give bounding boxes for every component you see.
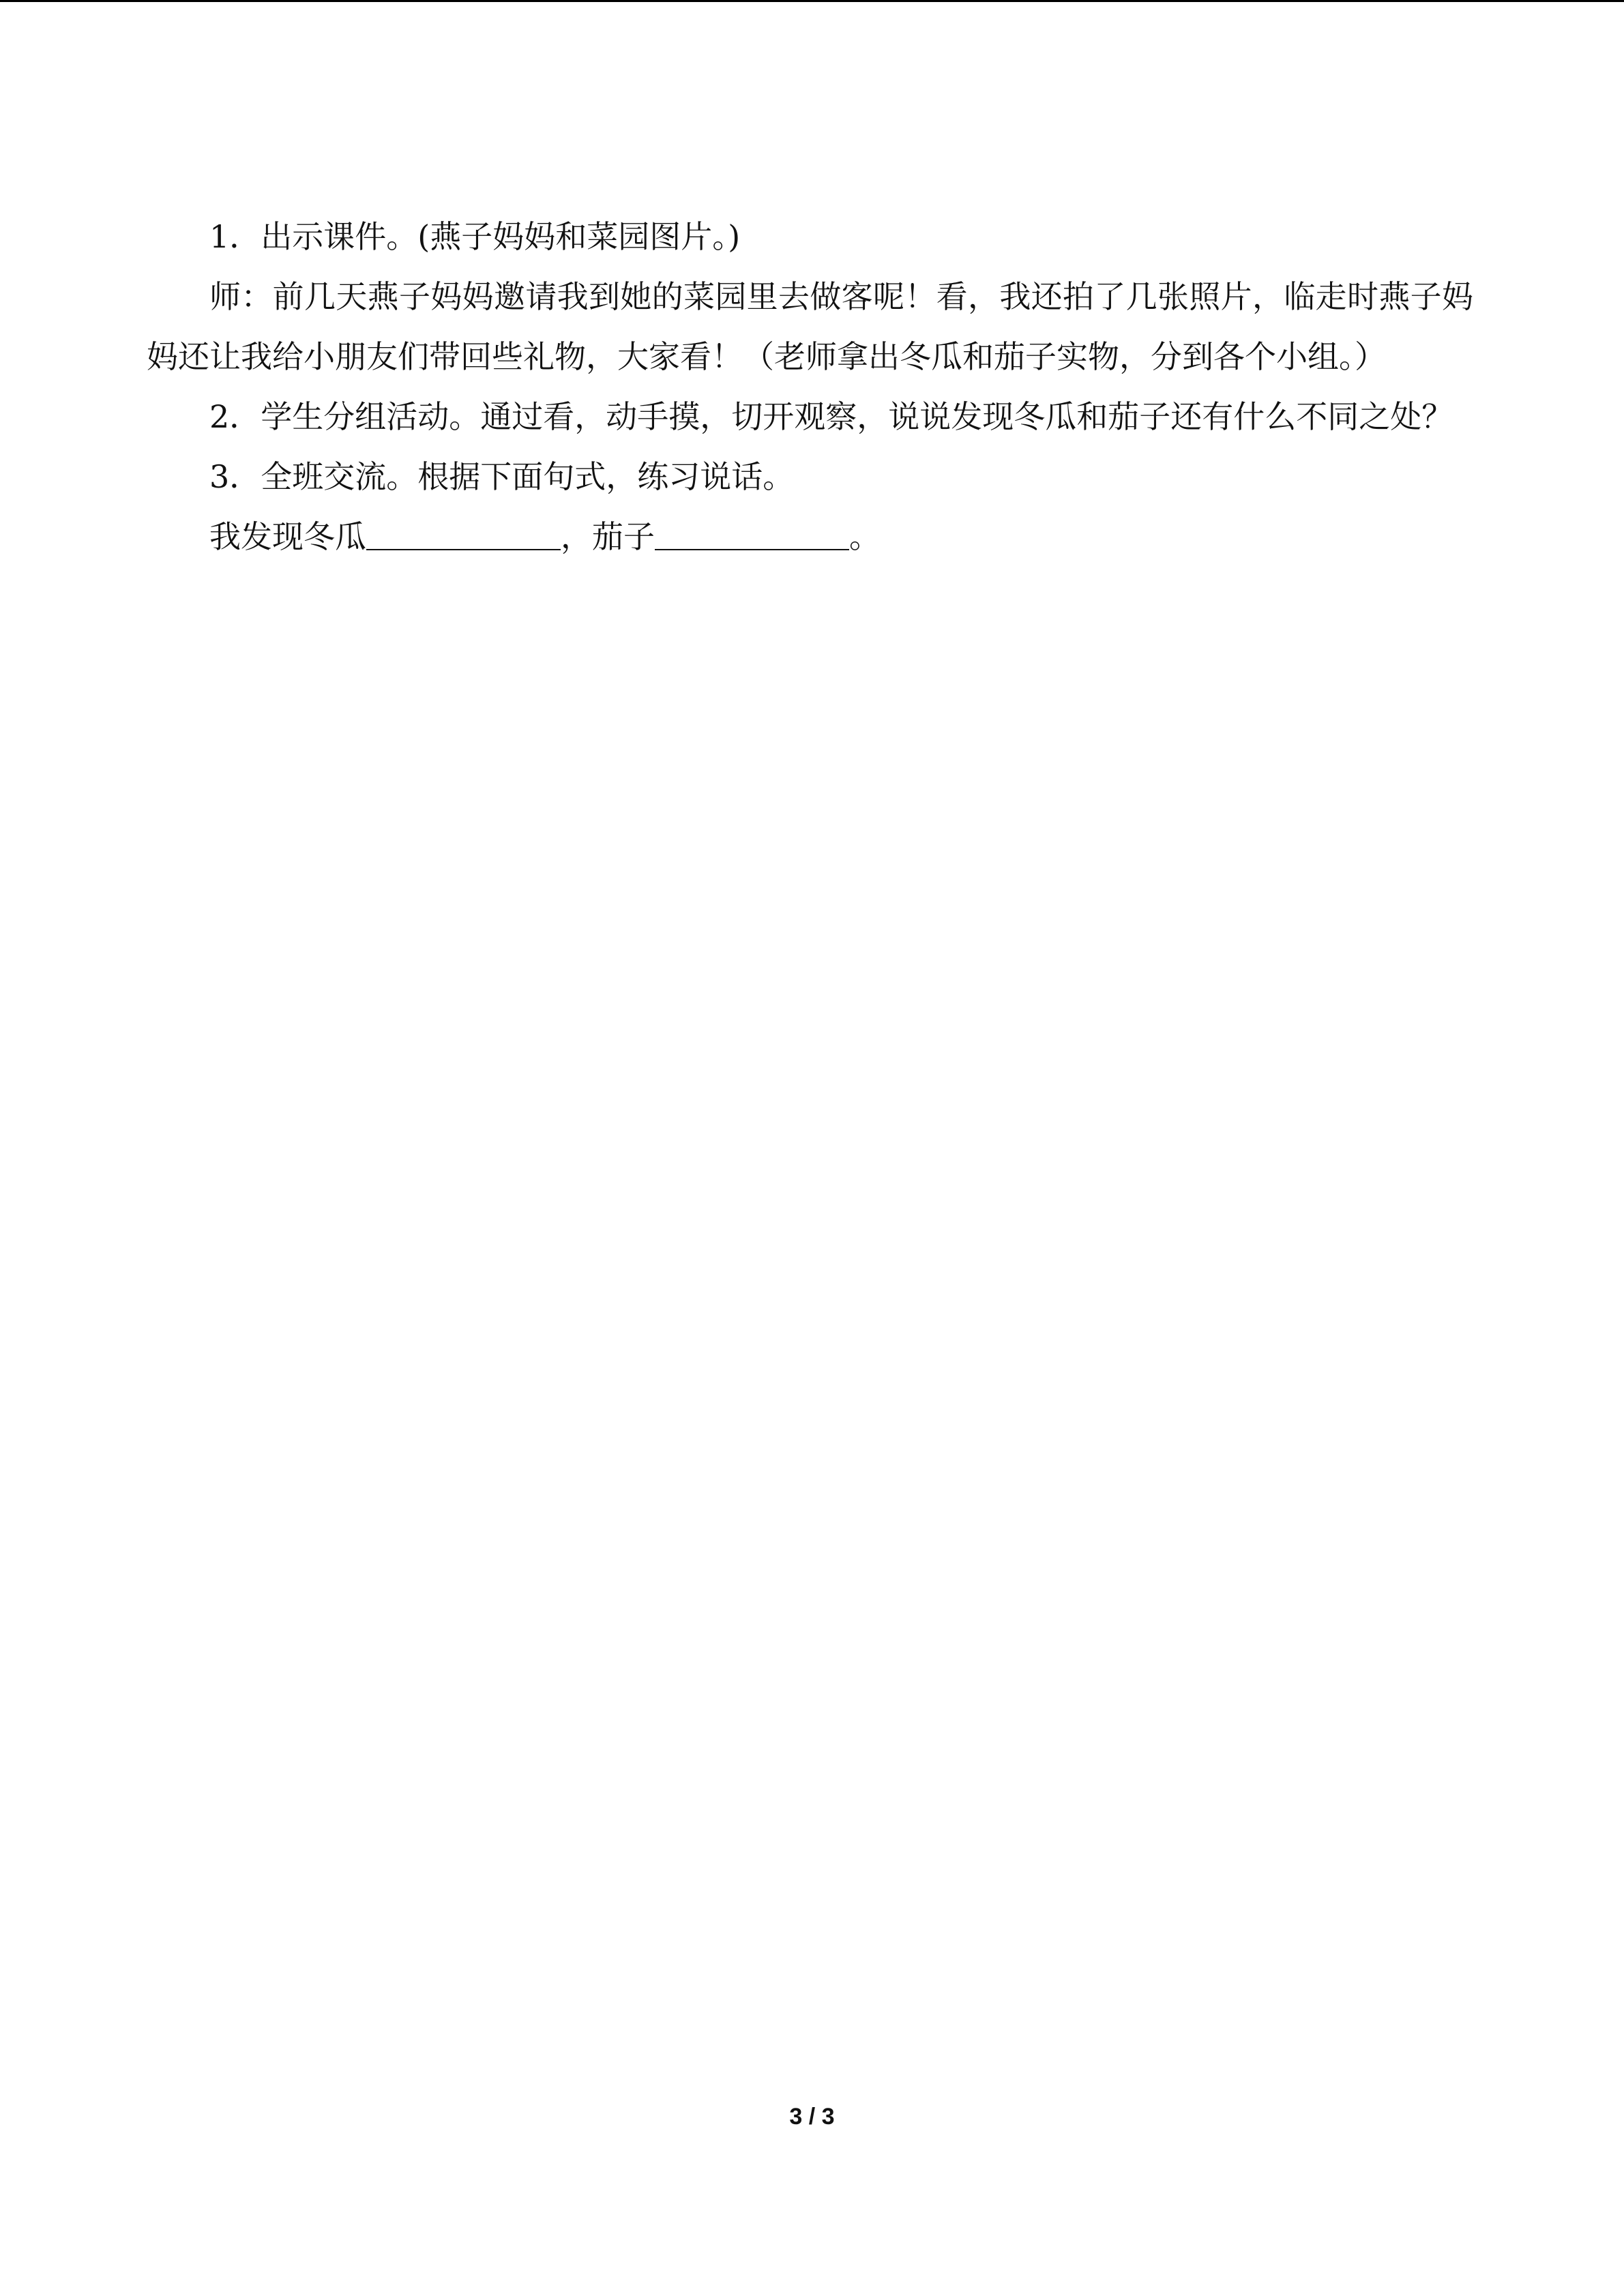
- paragraph-step-1: 1．出示课件。(燕子妈妈和菜园图片。): [209, 218, 741, 255]
- sentence-pattern: [147, 507, 1473, 567]
- page-number: 3 / 3: [789, 2104, 835, 2130]
- paragraph-step-3: 3．全班交流。根据下面句式，练习说话。: [209, 458, 795, 495]
- fill-in-blank-1[interactable]: [366, 516, 561, 550]
- sentence-pattern-part2: ，茄子: [561, 518, 655, 555]
- paragraph-step-2: 2．学生分组活动。通过看，动手摸，切开观察，说说发现冬瓜和茄子还有什么不同之处？: [209, 398, 1453, 435]
- fill-in-blank-2[interactable]: [655, 516, 849, 550]
- document-body: [147, 207, 1473, 567]
- sentence-pattern-part3: 。: [849, 518, 881, 555]
- sentence-pattern-part1: 我发现冬瓜: [209, 518, 366, 555]
- paragraph-teacher-speech: 师：前几天燕子妈妈邀请我到她的菜园里去做客呢！看，我还拍了几张照片，临走时燕子妈妈还让我给小朋友们带回些礼物，大家看！（老师拿出冬瓜和茄子实物，分到各个小组。）: [147, 278, 1473, 375]
